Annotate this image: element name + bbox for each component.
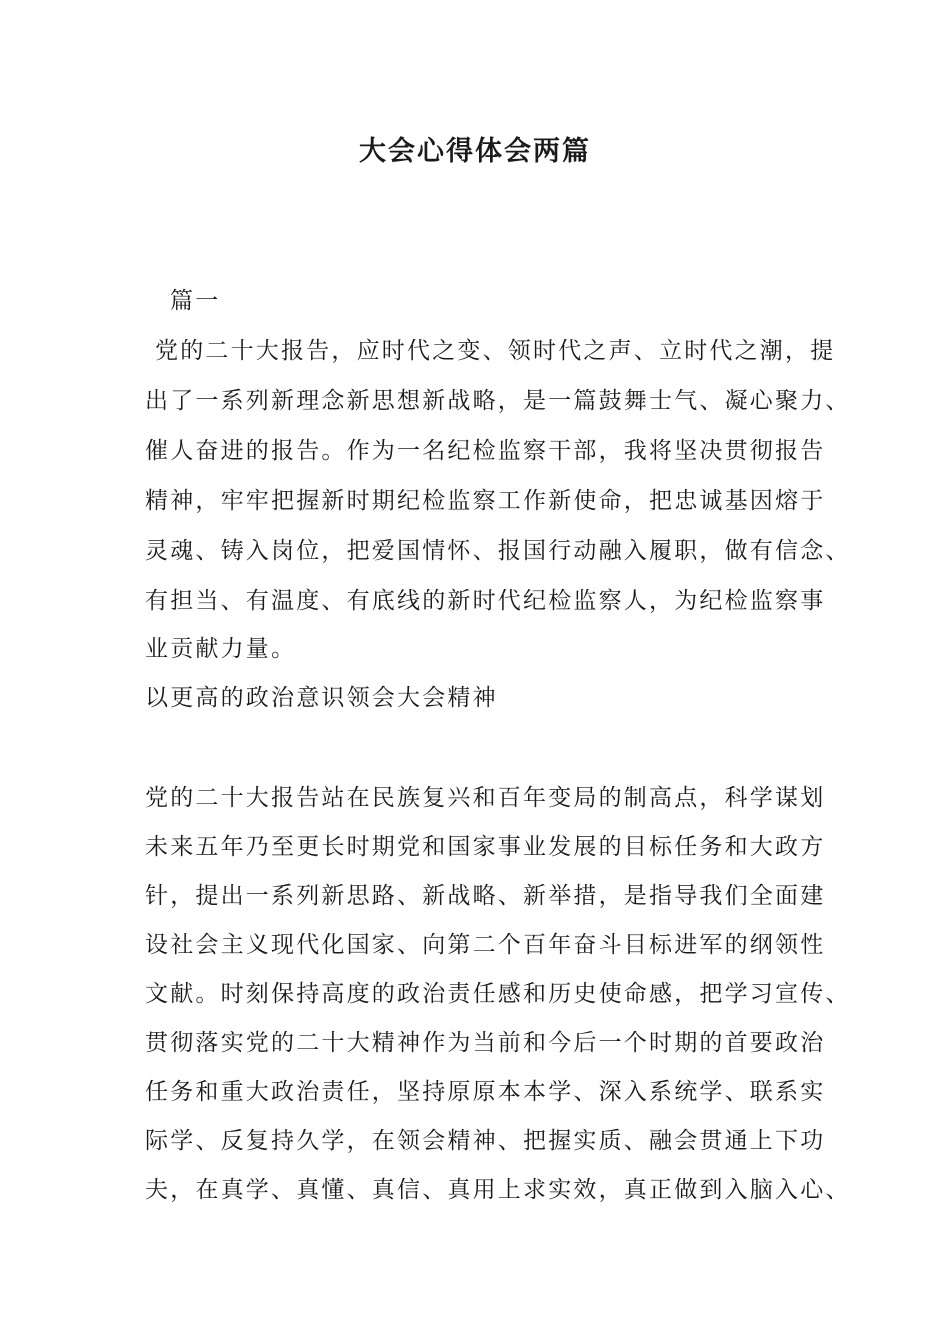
paragraph-line: 设社会主义现代化国家、向第二个百年奋斗目标进军的纲领性 [145, 932, 826, 958]
paragraph-line: 灵魂、铸入岗位，把爱国情怀、报国行动融入履职，做有信念、 [145, 538, 851, 564]
paragraph-line: 任务和重大政治责任，坚持原原本本学、深入系统学、联系实 [145, 1079, 826, 1105]
paragraph-line: 党的二十大报告站在民族复兴和百年变局的制高点，科学谋划 [145, 785, 826, 811]
paragraph-line: 贯彻落实党的二十大精神作为当前和今后一个时期的首要政治 [145, 1030, 826, 1056]
subheading: 以更高的政治意识领会大会精神 [145, 685, 498, 711]
paragraph-line: 催人奋进的报告。作为一名纪检监察干部，我将坚决贯彻报告 [145, 438, 826, 464]
paragraph-line: 业贡献力量。 [145, 636, 297, 662]
paragraph-line: 精神，牢牢把握新时期纪检监察工作新使命，把忠诚基因熔于 [145, 488, 826, 514]
paragraph-line: 未来五年乃至更长时期党和国家事业发展的目标任务和大政方 [145, 834, 826, 860]
document-title: 大会心得体会两篇 [359, 136, 591, 167]
paragraph-line: 出了一系列新理念新思想新战略，是一篇鼓舞士气、凝心聚力、 [145, 388, 851, 414]
paragraph-line: 党的二十大报告，应时代之变、领时代之声、立时代之潮，提 [155, 338, 836, 364]
section-label: 篇一 [170, 288, 221, 314]
paragraph-line: 夫，在真学、真懂、真信、真用上求实效，真正做到入脑入心、 [145, 1177, 851, 1203]
paragraph-line: 文献。时刻保持高度的政治责任感和历史使命感，把学习宣传、 [145, 981, 851, 1007]
paragraph-line: 际学、反复持久学，在领会精神、把握实质、融会贯通上下功 [145, 1128, 826, 1154]
paragraph-line: 有担当、有温度、有底线的新时代纪检监察人，为纪检监察事 [145, 588, 826, 614]
paragraph-line: 针，提出一系列新思路、新战略、新举措，是指导我们全面建 [145, 883, 826, 909]
